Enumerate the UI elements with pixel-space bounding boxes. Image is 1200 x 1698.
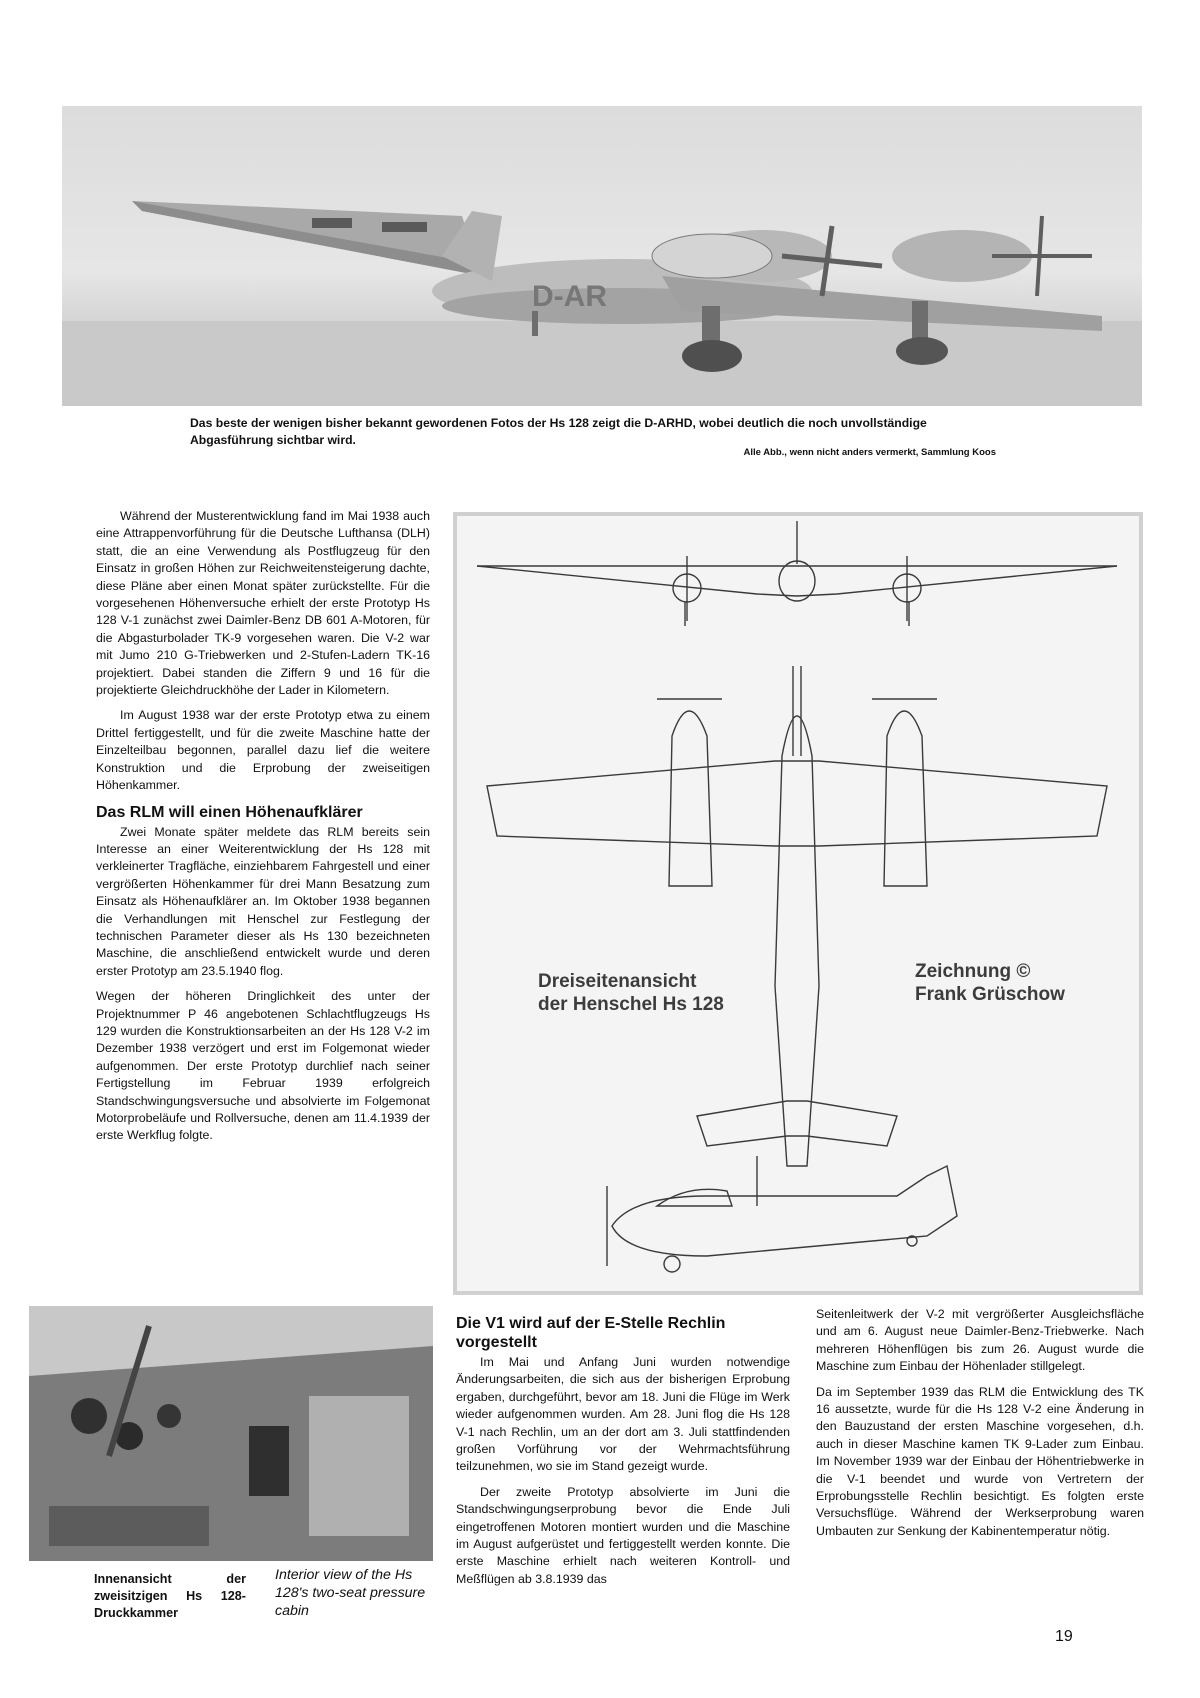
left-paragraph-4: Wegen der höheren Dringlichkeit des unter der Projektnummer P 46 angebotenen Schlachtflugzeugs Hs 129 wurden die Konstruktionsarbeiten an der Hs 128 V-2 im Dezember 1938 verzögert und erst im Folgemonat wieder aufgenommen. Der erste Prototyp durchlief nach seiner Fertigstellung im Februar 1939 erfolgreich Standschwingungsversuche und absolvierte im Folgemonat Motorprobeläufe und Rollversuche, denen am 11.4.1939 der erste Werkflug folgte. — [96, 989, 430, 1143]
left-paragraph-2: Im August 1938 war der erste Prototyp etwa zu einem Drittel fertiggestellt, und für die zweite Maschine hatte der Einzelteilbau begonnen, parallel dazu lief die weitere Konstruktion und die Erprobung der zweiseitigen Höhenkammer. — [96, 708, 430, 793]
photo-credit: Alle Abb., wenn nicht anders vermerkt, Sammlung Koos — [743, 447, 996, 458]
page-number: 19 — [1055, 1628, 1073, 1645]
left-paragraph-1: Während der Musterentwicklung fand im Mai 1938 auch eine Attrappenvorführung für die Deutsche Lufthansa (DLH) statt, die an eine Verwendung als Postflugzeug für den Einsatz in großen Höhen zur Reichweitensteigerung dachte, diese Pläne aber einen Monat später zurückstellte. Für die vorgesehenen Höhenversuche erhielt der erste Prototyp Hs 128 V-1 zunächst zwei Daimler-Benz DB 601 A-Motoren, für die Abgasturbolader TK-9 vorgesehen waren. Die V-2 war mit Jumo 210 G-Triebwerken und 2-Stufen-Ladern TK-16 projektiert. Dabei standen die Ziffern 9 und 16 für die projektierte Gleichdruckhöhe der Lader in Kilometern. — [96, 509, 430, 698]
top-photo-caption: Das beste der wenigen bisher bekannt gewordenen Fotos der Hs 128 zeigt die D-ARHD, wobei deutlich die noch unvollständige Abgasführung sichtbar wird. — [190, 416, 927, 447]
cockpit-caption-german: Innenansicht der zweisitzigen Hs 128-Druckkammer — [94, 1572, 246, 1620]
right-paragraph-1: Seitenleitwerk der V-2 mit vergrößerter Ausgleichsfläche und am 6. August neue Daimler-Benz-Triebwerke. Nach mehreren Höhenflügen bis zum 26. August wurde die Maschine zum Einbau der Höhenlader stillgelegt. — [816, 1307, 1144, 1374]
drawing-title-line-2: der Henschel Hs 128 — [538, 994, 724, 1015]
drawing-title-line-1: Dreiseitenansicht — [538, 971, 697, 992]
right-column — [816, 1306, 1144, 1548]
drawing-title — [538, 970, 724, 1016]
registration-marking: D-AR — [532, 280, 607, 313]
three-view-drawing — [453, 512, 1143, 1295]
middle-column — [456, 1310, 790, 1596]
right-paragraph-2: Da im September 1939 das RLM die Entwicklung des TK 16 aussetzte, wurde für die Hs 128 V-2 eine Änderung in den Bauzustand der ersten Maschine vorgesehen, d.h. auch in dieser Maschine kamen TK 9-Lader zum Einbau. Im November 1939 war der Einbau der Höhentriebwerke in die V-1 beendet und wurde von Vertretern der Erprobungsstelle Rechlin besichtigt. Es folgten erste Versuchsflüge. Während der Werkserprobung waren Umbauten zur Senkung der Kabinentemperatur nötig. — [816, 1384, 1144, 1538]
aircraft-photo — [62, 106, 1142, 406]
cockpit-caption-english: Interior view of the Hs 128's two-seat pressure cabin — [275, 1567, 426, 1619]
section-heading-rechlin: Die V1 wird auf der E-Stelle Rechlin vorgestellt — [456, 1315, 726, 1351]
cockpit-photo — [29, 1306, 433, 1561]
drawing-credit-line-1: Zeichnung © — [915, 961, 1031, 982]
left-paragraph-3: Zwei Monate später meldete das RLM bereits sein Interesse an einer Weiterentwicklung der Hs 128 mit verkleinerter Tragfläche, einziehbarem Fahrgestell und einer vergrößerten Höhenkammer für drei Mann Besatzung zum Einsatz als Höhenaufklärer an. Im Oktober 1938 begannen die Verhandlungen mit Henschel zur Festlegung der technischen Parameter dieser als Hs 130 bezeichneten Maschine, die anschließend entwickelt wurde und deren erster Prototyp am 23.5.1940 flog. — [96, 824, 430, 978]
drawing-credit — [915, 960, 1065, 1006]
middle-paragraph-1: Im Mai und Anfang Juni wurden notwendige Änderungsarbeiten, die sich aus der bisherigen Erprobung ergaben, durchgeführt, bevor am 18. Juni die Flüge im Werk wieder aufgenommen wurden. Am 28. Juni flog die Hs 128 V-1 nach Rechlin, um an der dort am 3. Juli stattfindenden großen Vorführung vor der Wehrmachtsführung teilzunehmen, wo sie im Stand gezeigt wurde. — [456, 1355, 790, 1474]
drawing-credit-line-2: Frank Grüschow — [915, 984, 1065, 1005]
section-heading-hoehenaufklaerer: Das RLM will einen Höhenaufklärer — [96, 803, 363, 821]
left-column — [96, 508, 430, 1153]
middle-paragraph-2: Der zweite Prototyp absolvierte im Juni die Standschwingungserprobung bevor die Ende Juli eingetroffenen Motoren montiert wurden und die Maschine im August aufgerüstet und fertiggestellt werden konnte. Die erste Maschine erhielt nach weiteren Kontroll- und Meßflügen ab 3.8.1939 das — [456, 1484, 790, 1586]
